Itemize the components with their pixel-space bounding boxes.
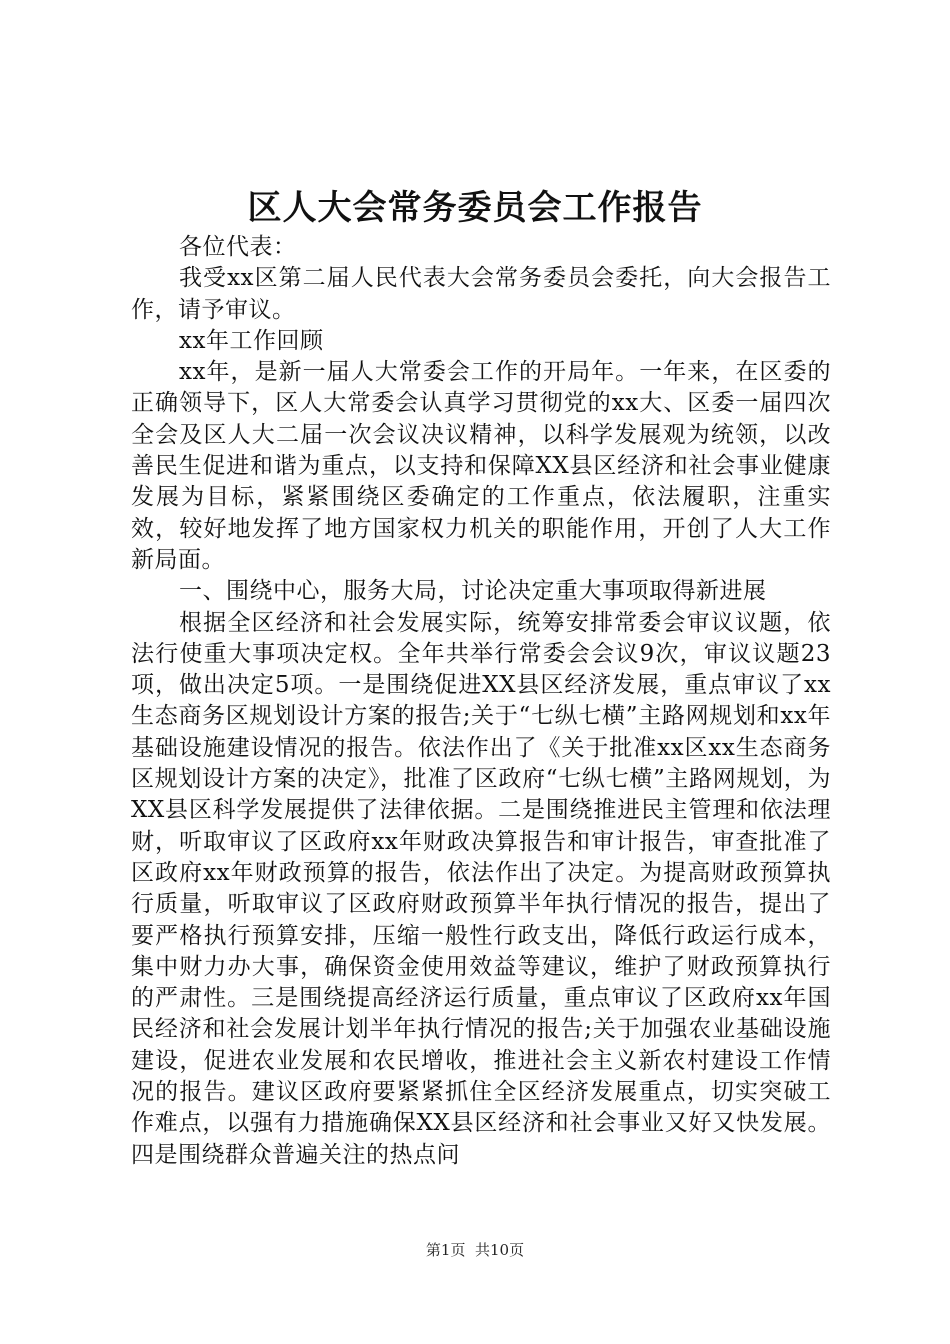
decision-paragraph: 根据全区经济和社会发展实际，统筹安排常委会审议议题，依法行使重大事项决定权。全年共举行常委会会议9次，审议议题23项，做出决定5项。一是围绕促进XX县区经济发展，重点审议了xx生态商务区规划设计方案的报告;关于“七纵七横”主路网规划和xx年基础设施建设情况的报告。依法作出了《关于批准xx区xx生态商务区规划设计方案的决定》，批准了区政府“七纵七横”主路网规划，为XX县区科学发展提供了法律依据。二是围绕推进民主管理和依法理财，听取审议了区政府xx年财政决算报告和审计报告，审查批准了区政府xx年财政预算的报告，依法作出了决定。为提高财政预算执行质量，听取审议了区政府财政预算半年执行情况的报告，提出了要严格执行预算安排，压缩一般性行政支出，降低行政运行成本，集中财力办大事，确保资金使用效益等建议，维护了财政预算执行的严肃性。三是围绕提高经济运行质量，重点审议了区政府xx年国民经济和社会发展计划半年执行情况的报告;关于加强农业基础设施建设，促进农业发展和农民增收，推进社会主义新农村建设工作情况的报告。建议区政府要紧紧抓住全区经济发展重点，切实突破工作难点，以强有力措施确保XX县区经济和社会事业又好又快发展。四是围绕群众普遍关注的热点问 [131,609,831,1168]
greeting-paragraph: 各位代表： [179,234,297,260]
document-body [131,232,831,1171]
section-heading-one: 一、围绕中心，服务大局，讨论决定重大事项取得新进展 [179,578,767,605]
section-heading-review: xx年工作回顾 [179,327,324,354]
page-number: 第1页 共10页 [425,1241,525,1259]
intro-paragraph: 我受xx区第二届人民代表大会常务委员会委托，向大会报告工作，请予审议。 [131,265,831,323]
page-footer [0,1240,950,1260]
document-title: 区人大会常务委员会工作报告 [247,188,703,228]
review-paragraph: xx年，是新一届人大常委会工作的开局年。一年来，在区委的正确领导下，区人大常委会认真学习贯彻党的xx大、区委一届四次全会及区人大二届一次会议决议精神，以科学发展观为统领，以改善民生促进和谐为重点，以支持和保障XX县区经济和社会事业健康发展为目标，紧紧围绕区委确定的工作重点，依法履职，注重实效，较好地发挥了地方国家权力机关的职能作用，开创了人大工作新局面。 [131,359,831,573]
